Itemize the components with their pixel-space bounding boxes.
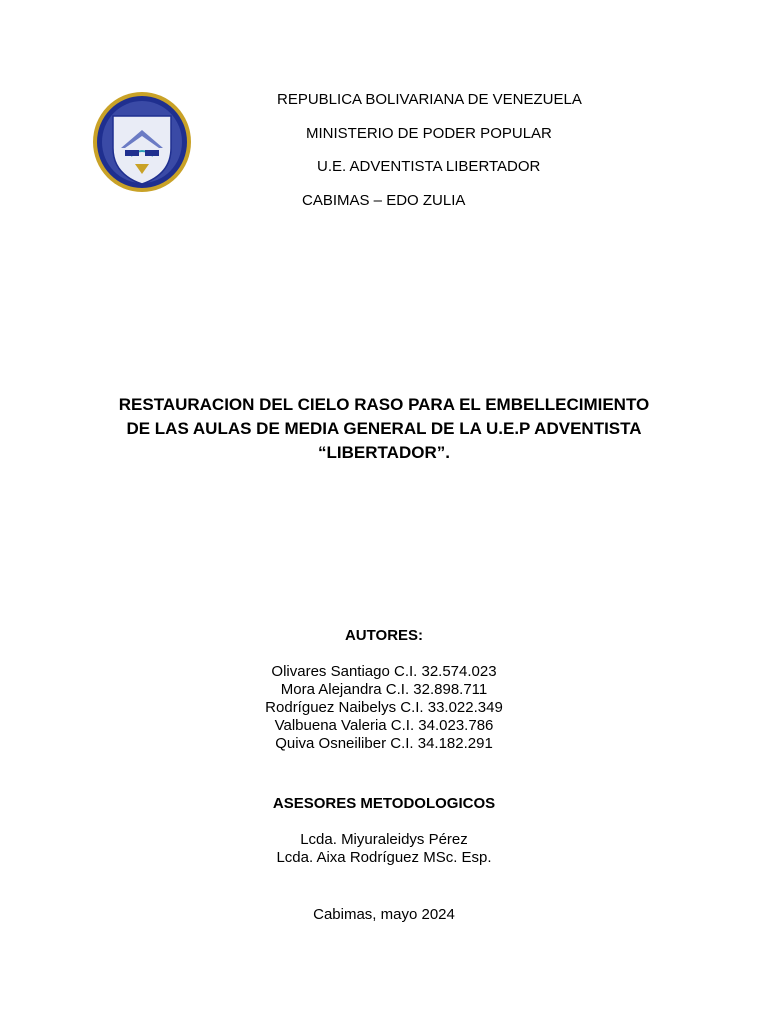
header-school: U.E. ADVENTISTA LIBERTADOR bbox=[317, 158, 541, 175]
header-country: REPUBLICA BOLIVARIANA DE VENEZUELA bbox=[277, 91, 582, 108]
list-item: Olivares Santiago C.I. 32.574.023 bbox=[271, 663, 497, 680]
advisors-heading: ASESORES METODOLOGICOS bbox=[272, 795, 496, 812]
list-item: Lcda. Aixa Rodríguez MSc. Esp. bbox=[276, 849, 492, 866]
title-line: RESTAURACION DEL CIELO RASO PARA EL EMBELLECIMIENTO bbox=[118, 395, 650, 414]
header-location: CABIMAS – EDO ZULIA bbox=[302, 192, 466, 209]
list-item: Mora Alejandra C.I. 32.898.711 bbox=[280, 681, 488, 698]
authors-list bbox=[84, 663, 684, 753]
list-item: Rodríguez Naibelys C.I. 33.022.349 bbox=[265, 699, 503, 716]
authors-heading: AUTORES: bbox=[344, 627, 424, 644]
advisors-list bbox=[84, 831, 684, 867]
header-ministry: MINISTERIO DE PODER POPULAR bbox=[306, 125, 552, 142]
title-line: DE LAS AULAS DE MEDIA GENERAL DE LA U.E.P ADVENTISTA bbox=[126, 419, 642, 438]
document-title bbox=[84, 393, 684, 465]
place-and-date: Cabimas, mayo 2024 bbox=[313, 906, 455, 923]
list-item: Lcda. Miyuraleidys Pérez bbox=[300, 831, 468, 848]
list-item: Valbuena Valeria C.I. 34.023.786 bbox=[274, 717, 494, 734]
title-line: “LIBERTADOR”. bbox=[318, 443, 450, 462]
school-logo bbox=[91, 90, 193, 194]
list-item: Quiva Osneiliber C.I. 34.182.291 bbox=[275, 735, 493, 752]
school-seal-icon bbox=[91, 90, 193, 194]
